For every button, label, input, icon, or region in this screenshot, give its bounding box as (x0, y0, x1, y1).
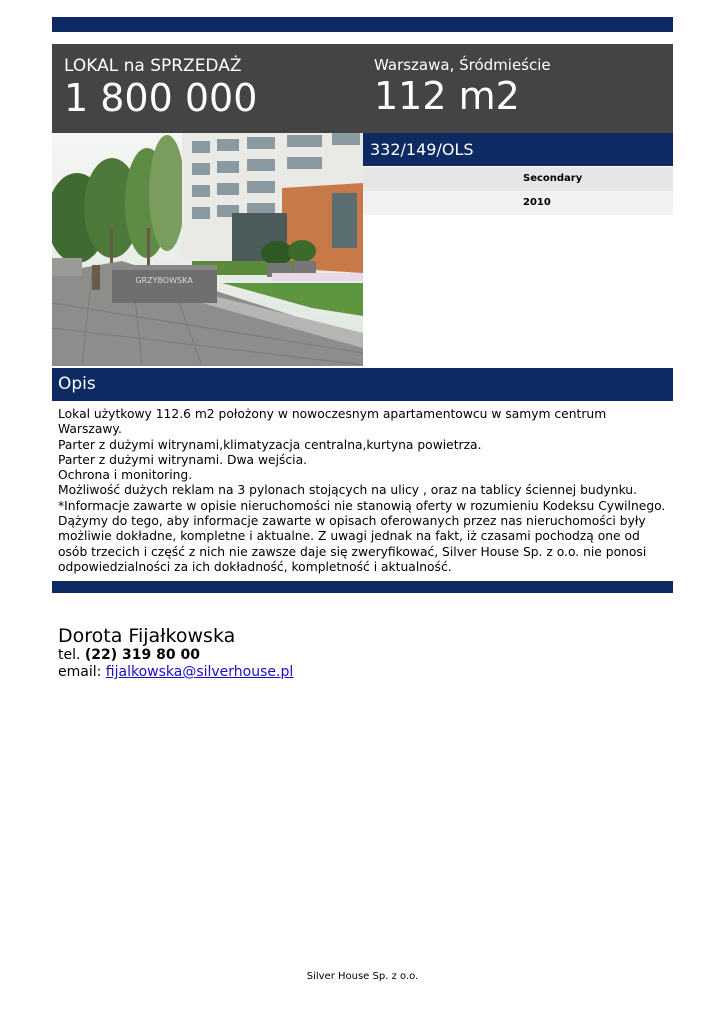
description-line: Parter z dużymi witrynami. Dwa wejścia. (58, 452, 308, 467)
description-line: *Informacje zawarte w opisie nieruchomości nie stanowią oferty w rozumieniu Kodeksu Cywilnego. (58, 498, 666, 513)
agent-name: Dorota Fijałkowska (58, 625, 236, 647)
property-photo (52, 133, 363, 366)
listing-header (52, 44, 673, 133)
phone-line (58, 647, 293, 664)
email-label: email: (58, 664, 102, 680)
offer-type: LOKAL na SPRZEDAŻ (64, 56, 242, 76)
phone-number: (22) 319 80 00 (84, 647, 200, 663)
detail-row-year (363, 191, 673, 215)
year-value: 2010 (523, 197, 551, 208)
email-line (58, 664, 293, 681)
description-line: Lokal użytkowy 112.6 m2 położony w nowoczesnym apartamentowcu w samym centrum (58, 407, 607, 421)
description-line: odpowiedzialności za ich dokładność, kompletność i aktualność. (58, 559, 452, 574)
price: 1 800 000 (64, 76, 258, 120)
market-value: Secondary (523, 173, 583, 184)
reference-bar (363, 133, 673, 166)
bottom-accent-bar (52, 581, 673, 593)
email-link[interactable]: fijalkowska@silverhouse.pl (105, 664, 294, 680)
description-line: możliwie dokładne, kompletne i aktualne. Z uwagi jednak na fakt, iż czasami pochodzą one od (58, 529, 640, 544)
description-title: Opis (58, 374, 96, 394)
description-header (52, 368, 673, 401)
area: 112 m2 (374, 74, 520, 118)
reference-number: 332/149/OLS (370, 140, 474, 159)
location: Warszawa, Śródmieście (374, 56, 551, 74)
description-line: Dążymy do tego, aby informacje zawarte w opisach oferowanych przez nas nieruchomości były (58, 514, 646, 529)
description-line: Warszawy. (58, 422, 122, 437)
footer-company: Silver House Sp. z o.o. (306, 971, 419, 982)
top-accent-bar (52, 17, 673, 32)
description-line: osób trzecich i część z nich nie zawsze daje się zweryfikować, Silver House Sp. z o.o. nie ponosi (58, 544, 647, 559)
description-line: Ochrona i monitoring. (58, 468, 193, 483)
phone-label: tel. (58, 647, 81, 663)
agent-contact (58, 625, 293, 681)
header-right (374, 56, 551, 118)
description-text (58, 407, 668, 575)
sign-text: GRZYBOWSKA (135, 276, 193, 285)
description-line: Parter z dużymi witrynami,klimatyzacja centralna,kurtyna powietrza. (58, 437, 482, 452)
detail-row-market (363, 167, 673, 191)
header-left (64, 56, 257, 120)
description-line: Możliwość dużych reklam na 3 pylonach stojących na ulicy , oraz na tablicy ściennej budynku. (58, 483, 638, 498)
